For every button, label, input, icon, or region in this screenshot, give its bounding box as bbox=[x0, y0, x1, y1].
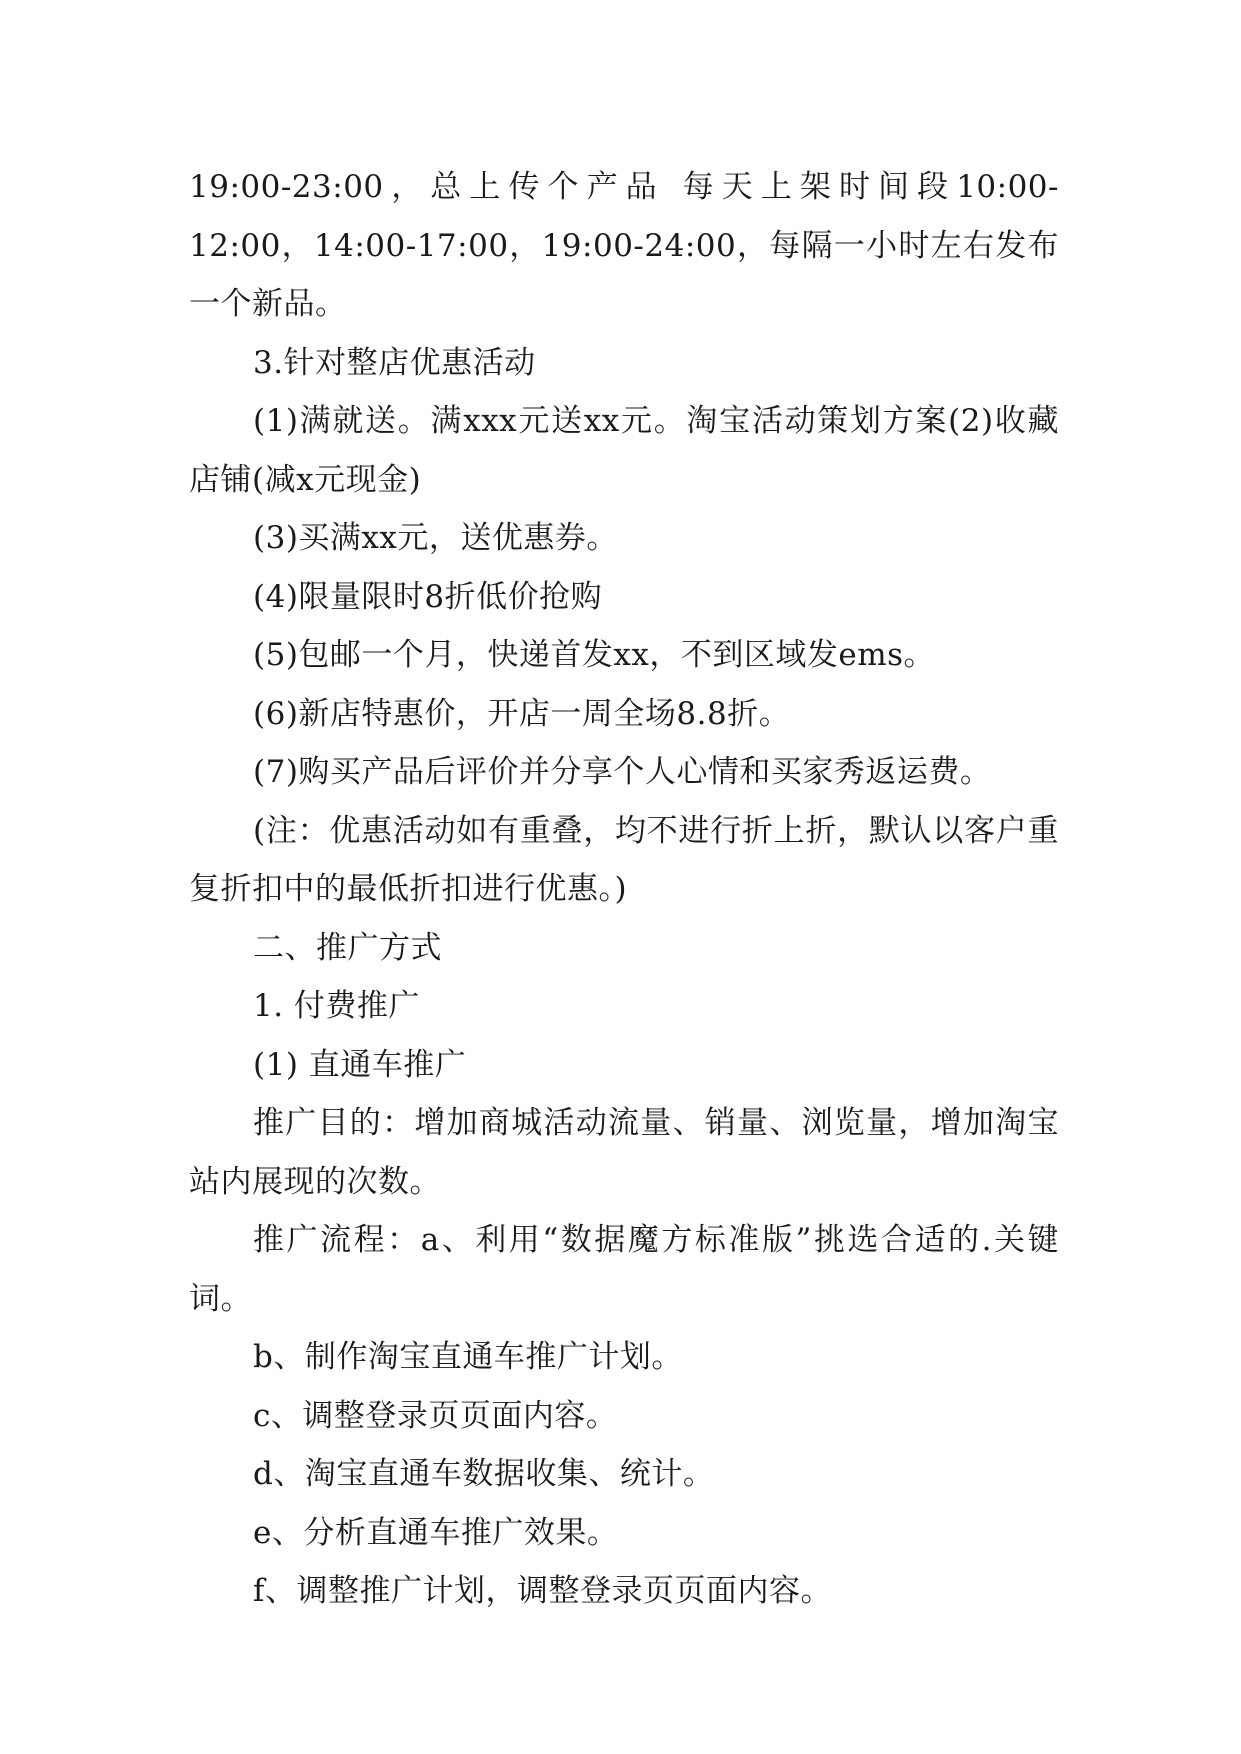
paragraph-upload-schedule: 19:00-23:00，总上传个产品 每天上架时间段10:00-12:00，14:00-17:00，19:00-24:00，每隔一小时左右发布一个新品。 bbox=[189, 169, 1059, 322]
heading-store-promotions: 3.针对整店优惠活动 bbox=[253, 344, 536, 381]
subheading-paid-promotion: 1. 付费推广 bbox=[253, 988, 420, 1024]
paragraph-promotion-purpose: 推广目的：增加商城活动流量、销量、浏览量，增加淘宝站内展现的次数。 bbox=[189, 1105, 1059, 1200]
paragraph-promotion-process: 推广流程：a、利用“数据魔方标准版”挑选合适的.关键词。 bbox=[189, 1222, 1059, 1317]
list-item-promo-4: (4)限量限时8折低价抢购 bbox=[253, 578, 603, 615]
list-item-promo-5: (5)包邮一个月，快递首发xx，不到区域发ems。 bbox=[253, 637, 936, 673]
section-heading-promotion-methods: 二、推广方式 bbox=[253, 929, 442, 966]
list-item-promo-3: (3)买满xx元，送优惠券。 bbox=[253, 520, 618, 556]
process-step-f: f、调整推广计划，调整登录页页面内容。 bbox=[253, 1573, 832, 1609]
process-step-d: d、淘宝直通车数据收集、统计。 bbox=[253, 1456, 715, 1492]
list-item-promo-6: (6)新店特惠价，开店一周全场8.8折。 bbox=[253, 695, 791, 732]
process-step-e: e、分析直通车推广效果。 bbox=[253, 1514, 619, 1551]
document-body bbox=[189, 158, 1059, 1621]
process-step-b: b、制作淘宝直通车推广计划。 bbox=[253, 1339, 683, 1375]
list-item-promo-7: (7)购买产品后评价并分享个人心情和买家秀返运费。 bbox=[253, 754, 992, 790]
subheading-through-train: (1) 直通车推广 bbox=[253, 1046, 467, 1083]
list-item-promo-1: (1)满就送。满xxx元送xx元。淘宝活动策划方案(2)收藏店铺(减x元现金) bbox=[189, 403, 1059, 498]
promo-note: (注：优惠活动如有重叠，均不进行折上折，默认以客户重复折扣中的最低折扣进行优惠。) bbox=[189, 812, 1059, 907]
process-step-c: c、调整登录页页面内容。 bbox=[253, 1397, 618, 1434]
